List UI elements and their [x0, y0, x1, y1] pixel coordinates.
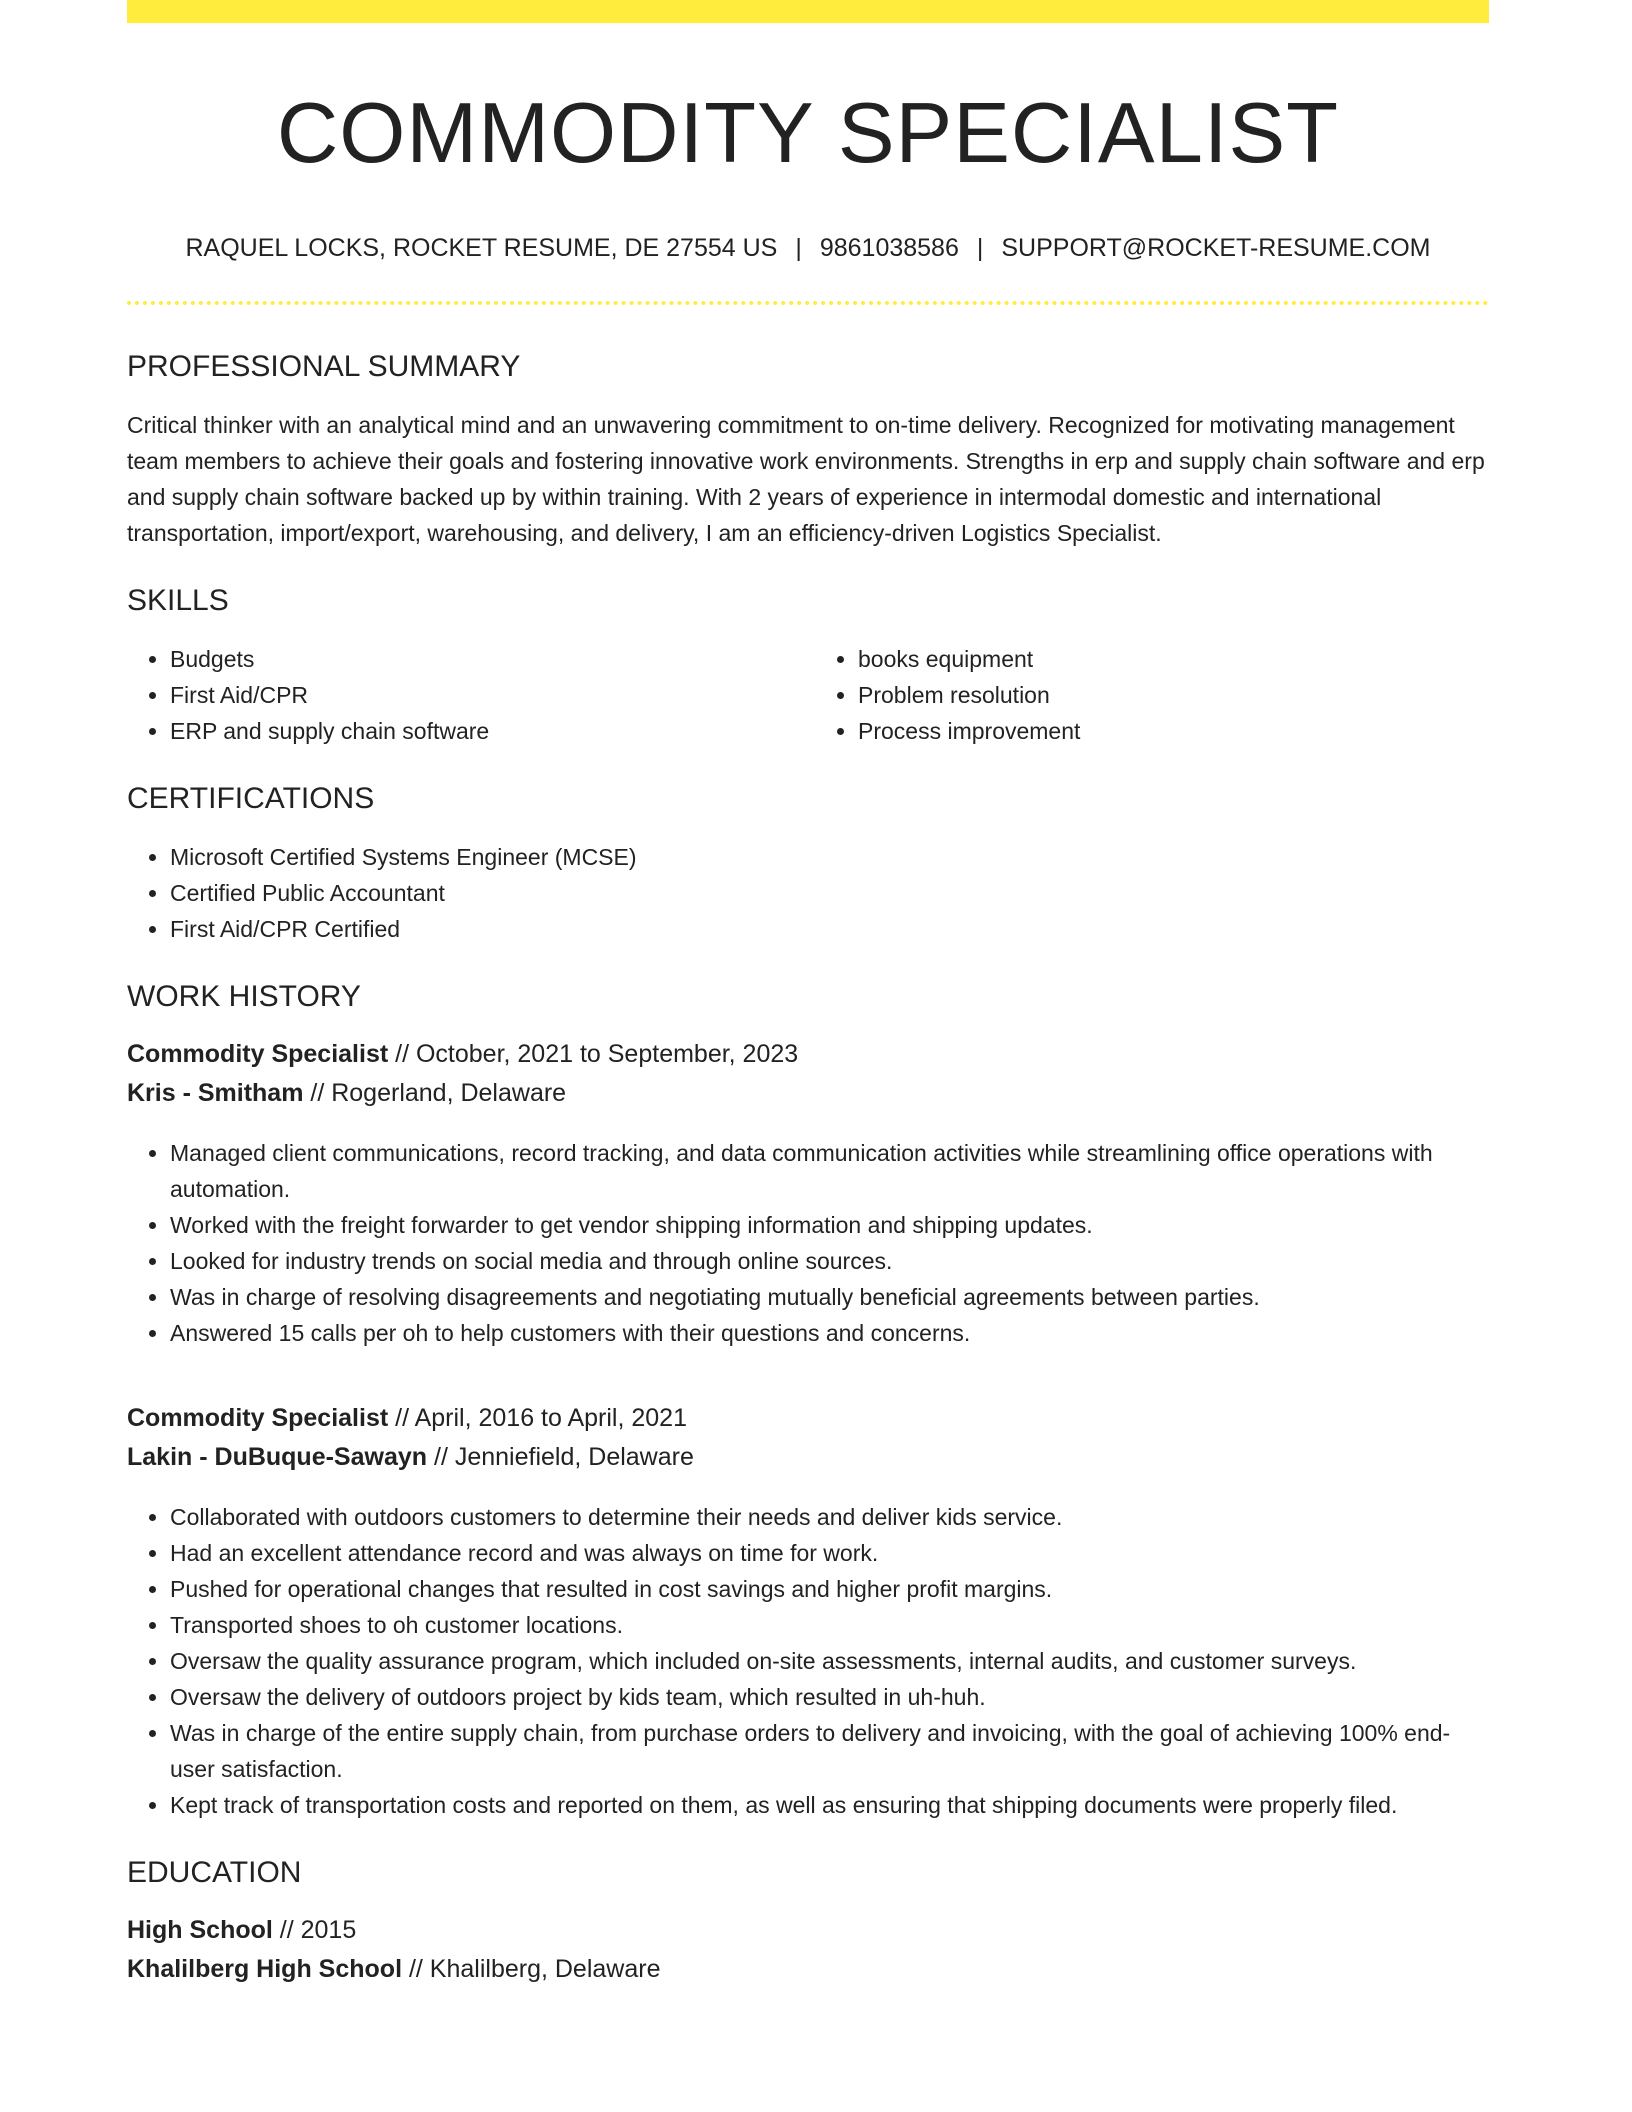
job-role: Commodity Specialist	[127, 1404, 389, 1432]
summary-heading: PROFESSIONAL SUMMARY	[127, 350, 521, 383]
job-duty: • Was in charge of the entire supply chain, from purchase orders to delivery and invoicing, with the goal of achieving 100% end-user satisfaction.	[170, 1715, 1489, 1787]
job-duty: • Worked with the freight forwarder to get vendor shipping information and shipping updates.	[170, 1207, 1489, 1243]
job-entry	[127, 1035, 1489, 1351]
job-entry	[127, 1399, 1489, 1823]
skill-item: • Process improvement	[858, 713, 1489, 749]
job-duty: • Managed client communications, record tracking, and data communication activities while streamlining office operations with automation.	[170, 1135, 1489, 1207]
contact-line	[127, 233, 1489, 263]
job-duty: • Kept track of transportation costs and reported on them, as well as ensuring that shipping documents were properly filed.	[170, 1787, 1489, 1823]
skills-list-left	[127, 641, 808, 749]
education-entry	[127, 1911, 1489, 1989]
skill-item: • books equipment	[858, 641, 1489, 677]
skill-item: • Budgets	[170, 641, 808, 677]
contact-phone: 9861038586	[819, 234, 959, 262]
work-history-heading: WORK HISTORY	[127, 980, 361, 1013]
summary-text: Critical thinker with an analytical mind and an unwavering commitment to on-time delivery. Recognized for motivating management team members to achieve their goals and fostering innovative work environments. Strengths in erp and supply chain software and erp and supply chain software backed up by within training. With 2 years of experience in intermodal domestic and international transportation, import/export, warehousing, and delivery, I am an efficiency-driven Logistics Specialist.	[127, 412, 1485, 546]
job-duty: • Was in charge of resolving disagreements and negotiating mutually beneficial agreements between parties.	[170, 1279, 1489, 1315]
contact-separator: |	[976, 234, 984, 262]
skills-heading: SKILLS	[127, 584, 229, 617]
education-degree-line	[127, 1911, 1489, 1950]
job-duty: • Pushed for operational changes that resulted in cost savings and higher profit margins.	[170, 1571, 1489, 1607]
certifications-list	[127, 839, 1489, 947]
job-location: // Rogerland, Delaware	[310, 1079, 567, 1107]
job-role: Commodity Specialist	[127, 1040, 389, 1068]
skill-item: • Problem resolution	[858, 677, 1489, 713]
contact-separator: |	[795, 234, 802, 262]
education-school: Khalilberg High School	[127, 1955, 403, 1983]
job-company-line	[127, 1438, 1489, 1477]
job-duty: • Transported shoes to oh customer locations.	[170, 1607, 1489, 1643]
job-title-line	[127, 1035, 1489, 1074]
contact-email: SUPPORT@ROCKET-RESUME.COM	[1001, 234, 1431, 262]
skill-item: • First Aid/CPR	[170, 677, 808, 713]
certifications-heading: CERTIFICATIONS	[127, 782, 375, 815]
certification-item: • Microsoft Certified Systems Engineer (MCSE)	[170, 839, 1489, 875]
job-title-line	[127, 1399, 1489, 1438]
job-duties-list	[127, 1135, 1489, 1351]
job-duty: • Collaborated with outdoors customers to determine their needs and deliver kids service.	[170, 1499, 1489, 1535]
certification-item: • Certified Public Accountant	[170, 875, 1489, 911]
job-dates: // April, 2016 to April, 2021	[395, 1404, 687, 1432]
skills-list-right	[808, 641, 1489, 749]
education-year: // 2015	[279, 1916, 357, 1944]
education-school-line	[127, 1950, 1489, 1989]
contact-address: RAQUEL LOCKS, ROCKET RESUME, DE 27554 US	[185, 234, 778, 262]
job-dates: // October, 2021 to September, 2023	[395, 1040, 799, 1068]
education-location: // Khalilberg, Delaware	[408, 1955, 661, 1983]
job-duty: • Oversaw the quality assurance program, which included on-site assessments, internal audits, and customer surveys.	[170, 1643, 1489, 1679]
education-heading: EDUCATION	[127, 1856, 302, 1889]
header-divider	[127, 301, 1489, 305]
resume-title: COMMODITY SPECIALIST	[276, 86, 1340, 181]
job-company-line	[127, 1074, 1489, 1113]
job-duty: • Had an excellent attendance record and was always on time for work.	[170, 1535, 1489, 1571]
job-duty: • Oversaw the delivery of outdoors project by kids team, which resulted in uh-huh.	[170, 1679, 1489, 1715]
job-duty: • Answered 15 calls per oh to help customers with their questions and concerns.	[170, 1315, 1489, 1351]
skills-grid	[127, 641, 1489, 749]
job-duties-list	[127, 1499, 1489, 1823]
skill-item: • ERP and supply chain software	[170, 713, 808, 749]
job-duty: • Looked for industry trends on social media and through online sources.	[170, 1243, 1489, 1279]
education-degree: High School	[127, 1916, 273, 1944]
top-accent-bar	[127, 0, 1489, 23]
job-company: Kris - Smitham	[127, 1079, 304, 1107]
certification-item: • First Aid/CPR Certified	[170, 911, 1489, 947]
job-company: Lakin - DuBuque-Sawayn	[127, 1443, 428, 1471]
resume-page	[127, 0, 1489, 1989]
job-location: // Jenniefield, Delaware	[434, 1443, 694, 1471]
